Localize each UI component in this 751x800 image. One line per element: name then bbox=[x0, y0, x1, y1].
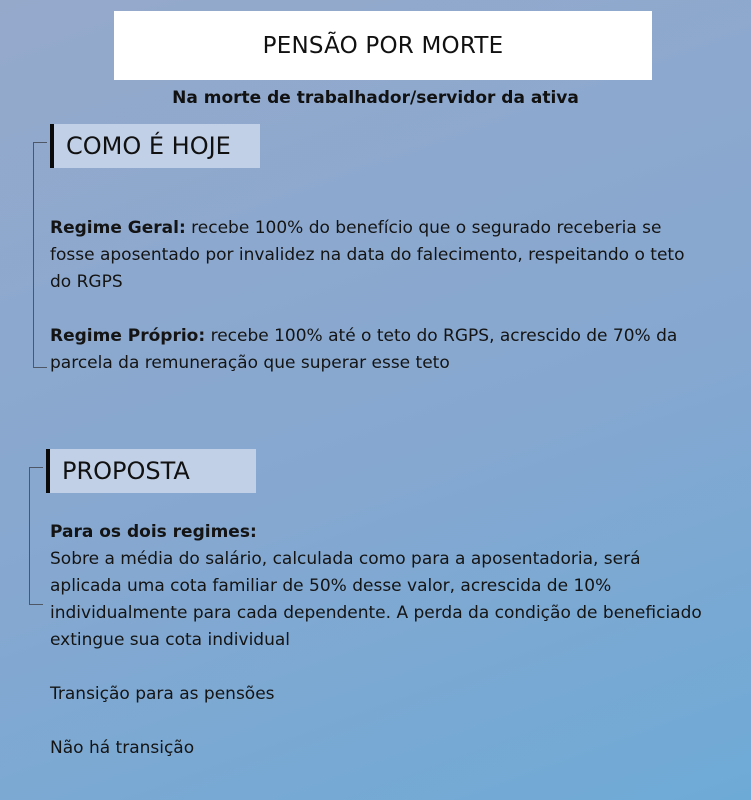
current-section-title: COMO É HOJE bbox=[66, 132, 231, 160]
both-regimes-label: Para os dois regimes: bbox=[50, 522, 257, 542]
own-regime-text: recebe 100% até o teto do RGPS, acrescido de 70% da parcela da remuneração que superar esse teto bbox=[50, 326, 678, 373]
proposal-section-header bbox=[46, 449, 256, 493]
transition-text: Não há transição bbox=[50, 738, 195, 758]
page-title-text: PENSÃO POR MORTE bbox=[262, 32, 504, 59]
current-general-paragraph bbox=[50, 215, 710, 296]
proposal-paragraph bbox=[50, 519, 710, 654]
page-subtitle: Na morte de trabalhador/servidor da ativa bbox=[172, 88, 579, 108]
own-regime-label: Regime Próprio: bbox=[50, 326, 206, 346]
general-regime-text: recebe 100% do benefício que o segurado receberia se fosse aposentado por invalidez na data do falecimento, respeitando o teto do RGPS bbox=[50, 218, 685, 292]
proposal-section-bracket bbox=[29, 467, 43, 605]
transition-label: Transição para as pensões bbox=[50, 684, 275, 704]
proposal-section-title: PROPOSTA bbox=[62, 457, 190, 485]
page-title bbox=[114, 11, 652, 80]
current-section-header bbox=[50, 124, 260, 168]
current-section-bracket bbox=[33, 142, 47, 368]
both-regimes-text: Sobre a média do salário, calculada como para a aposentadoria, será aplicada uma cota familiar de 50% desse valor, acrescida de 10% individualmente para cada dependente. A perda da condição de beneficiado extingue sua cota individual bbox=[50, 549, 702, 650]
current-own-paragraph bbox=[50, 323, 710, 377]
general-regime-label: Regime Geral: bbox=[50, 218, 186, 238]
